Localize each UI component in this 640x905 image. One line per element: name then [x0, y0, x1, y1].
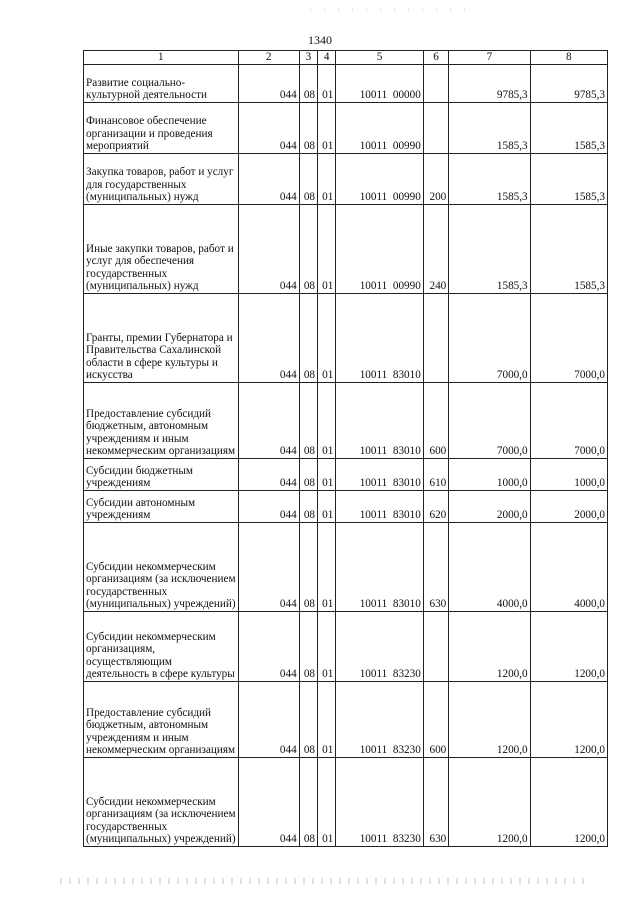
row-amount-cell: 1585,3: [530, 103, 607, 154]
column-header: 5: [336, 51, 424, 65]
row-code-cell: 044: [238, 383, 299, 459]
row-target-article-cell: 10011 83010: [336, 523, 424, 612]
row-section-cell: 08: [299, 65, 317, 103]
row-name-cell: Субсидии некоммерческим организациям (за исключением государственных (муниципальных) учреждений): [84, 758, 239, 847]
column-header: 2: [238, 51, 299, 65]
budget-table: [83, 50, 608, 847]
row-code-cell: 044: [238, 682, 299, 758]
row-subsection-cell: 01: [318, 103, 336, 154]
table-row: [84, 205, 608, 294]
row-expense-type-cell: 630: [423, 523, 448, 612]
table-row: [84, 383, 608, 459]
row-section-cell: 08: [299, 523, 317, 612]
row-amount-cell: 1585,3: [530, 154, 607, 205]
row-target-article-cell: 10011 83230: [336, 758, 424, 847]
row-name-cell: Иные закупки товаров, работ и услуг для обеспечения государственных (муниципальных) нужд: [84, 205, 239, 294]
row-subsection-cell: 01: [318, 205, 336, 294]
row-expense-type-cell: 240: [423, 205, 448, 294]
row-target-article-cell: 10011 00990: [336, 154, 424, 205]
row-name-cell: Предоставление субсидий бюджетным, автономным учреждениям и иным некоммерческим организациям: [84, 682, 239, 758]
row-code-cell: 044: [238, 205, 299, 294]
row-amount-cell: 4000,0: [449, 523, 530, 612]
row-subsection-cell: 01: [318, 523, 336, 612]
row-name-cell: Развитие социально-культурной деятельности: [84, 65, 239, 103]
row-expense-type-cell: [423, 103, 448, 154]
row-amount-cell: 2000,0: [449, 491, 530, 523]
row-amount-cell: 1585,3: [449, 103, 530, 154]
row-target-article-cell: 10011 83010: [336, 491, 424, 523]
row-name-cell: Гранты, премии Губернатора и Правительства Сахалинской области в сфере культуры и искусства: [84, 294, 239, 383]
row-amount-cell: 1200,0: [530, 758, 607, 847]
row-section-cell: 08: [299, 383, 317, 459]
row-section-cell: 08: [299, 491, 317, 523]
row-expense-type-cell: 630: [423, 758, 448, 847]
row-name-cell: Субсидии некоммерческим организациям, осуществляющим деятельность в сфере культуры: [84, 612, 239, 682]
row-expense-type-cell: 610: [423, 459, 448, 491]
row-amount-cell: 7000,0: [530, 294, 607, 383]
column-header: 8: [530, 51, 607, 65]
column-header: 6: [423, 51, 448, 65]
row-target-article-cell: 10011 00000: [336, 65, 424, 103]
row-expense-type-cell: [423, 612, 448, 682]
table-row: [84, 523, 608, 612]
row-code-cell: 044: [238, 491, 299, 523]
row-target-article-cell: 10011 83010: [336, 383, 424, 459]
row-amount-cell: 7000,0: [449, 383, 530, 459]
row-amount-cell: 1200,0: [449, 682, 530, 758]
row-amount-cell: 1000,0: [449, 459, 530, 491]
row-code-cell: 044: [238, 294, 299, 383]
row-amount-cell: 7000,0: [449, 294, 530, 383]
row-target-article-cell: 10011 83230: [336, 682, 424, 758]
row-amount-cell: 1200,0: [530, 682, 607, 758]
scan-artifact-bottom: [60, 878, 590, 884]
table-row: [84, 103, 608, 154]
row-subsection-cell: 01: [318, 459, 336, 491]
table-row: [84, 154, 608, 205]
row-section-cell: 08: [299, 154, 317, 205]
row-section-cell: 08: [299, 758, 317, 847]
scan-artifact-top: [310, 8, 470, 11]
row-code-cell: 044: [238, 523, 299, 612]
row-expense-type-cell: 600: [423, 682, 448, 758]
table-row: [84, 459, 608, 491]
row-section-cell: 08: [299, 103, 317, 154]
row-expense-type-cell: 600: [423, 383, 448, 459]
row-subsection-cell: 01: [318, 383, 336, 459]
row-amount-cell: 1585,3: [530, 205, 607, 294]
row-amount-cell: 9785,3: [449, 65, 530, 103]
row-subsection-cell: 01: [318, 682, 336, 758]
table-row: [84, 491, 608, 523]
row-amount-cell: 1200,0: [449, 612, 530, 682]
row-target-article-cell: 10011 83010: [336, 459, 424, 491]
row-expense-type-cell: [423, 294, 448, 383]
page-number: 1340: [308, 33, 332, 47]
row-expense-type-cell: 200: [423, 154, 448, 205]
row-target-article-cell: 10011 00990: [336, 103, 424, 154]
table-row: [84, 758, 608, 847]
column-header: 3: [299, 51, 317, 65]
row-subsection-cell: 01: [318, 154, 336, 205]
row-name-cell: Предоставление субсидий бюджетным, автономным учреждениям и иным некоммерческим организациям: [84, 383, 239, 459]
row-name-cell: Субсидии некоммерческим организациям (за исключением государственных (муниципальных) учреждений): [84, 523, 239, 612]
header-row: [84, 51, 608, 65]
row-code-cell: 044: [238, 459, 299, 491]
row-code-cell: 044: [238, 65, 299, 103]
row-amount-cell: 7000,0: [530, 383, 607, 459]
column-header: 4: [318, 51, 336, 65]
row-subsection-cell: 01: [318, 491, 336, 523]
row-name-cell: Субсидии автономным учреждениям: [84, 491, 239, 523]
row-expense-type-cell: [423, 65, 448, 103]
row-name-cell: Закупка товаров, работ и услуг для государственных (муниципальных) нужд: [84, 154, 239, 205]
row-section-cell: 08: [299, 682, 317, 758]
row-code-cell: 044: [238, 103, 299, 154]
table-row: [84, 612, 608, 682]
row-amount-cell: 1585,3: [449, 154, 530, 205]
row-amount-cell: 9785,3: [530, 65, 607, 103]
row-section-cell: 08: [299, 459, 317, 491]
table-body: [84, 65, 608, 847]
row-amount-cell: 1000,0: [530, 459, 607, 491]
row-target-article-cell: 10011 83230: [336, 612, 424, 682]
row-section-cell: 08: [299, 612, 317, 682]
row-section-cell: 08: [299, 205, 317, 294]
row-amount-cell: 1200,0: [530, 612, 607, 682]
table-row: [84, 65, 608, 103]
row-target-article-cell: 10011 83010: [336, 294, 424, 383]
row-subsection-cell: 01: [318, 758, 336, 847]
column-header: 1: [84, 51, 239, 65]
row-name-cell: Субсидии бюджетным учреждениям: [84, 459, 239, 491]
column-header: 7: [449, 51, 530, 65]
table-row: [84, 294, 608, 383]
row-amount-cell: 2000,0: [530, 491, 607, 523]
table-row: [84, 682, 608, 758]
row-subsection-cell: 01: [318, 65, 336, 103]
row-amount-cell: 1200,0: [449, 758, 530, 847]
row-code-cell: 044: [238, 154, 299, 205]
row-expense-type-cell: 620: [423, 491, 448, 523]
row-subsection-cell: 01: [318, 294, 336, 383]
row-section-cell: 08: [299, 294, 317, 383]
row-amount-cell: 1585,3: [449, 205, 530, 294]
row-amount-cell: 4000,0: [530, 523, 607, 612]
row-target-article-cell: 10011 00990: [336, 205, 424, 294]
row-code-cell: 044: [238, 612, 299, 682]
row-subsection-cell: 01: [318, 612, 336, 682]
row-name-cell: Финансовое обеспечение организации и проведения мероприятий: [84, 103, 239, 154]
row-code-cell: 044: [238, 758, 299, 847]
